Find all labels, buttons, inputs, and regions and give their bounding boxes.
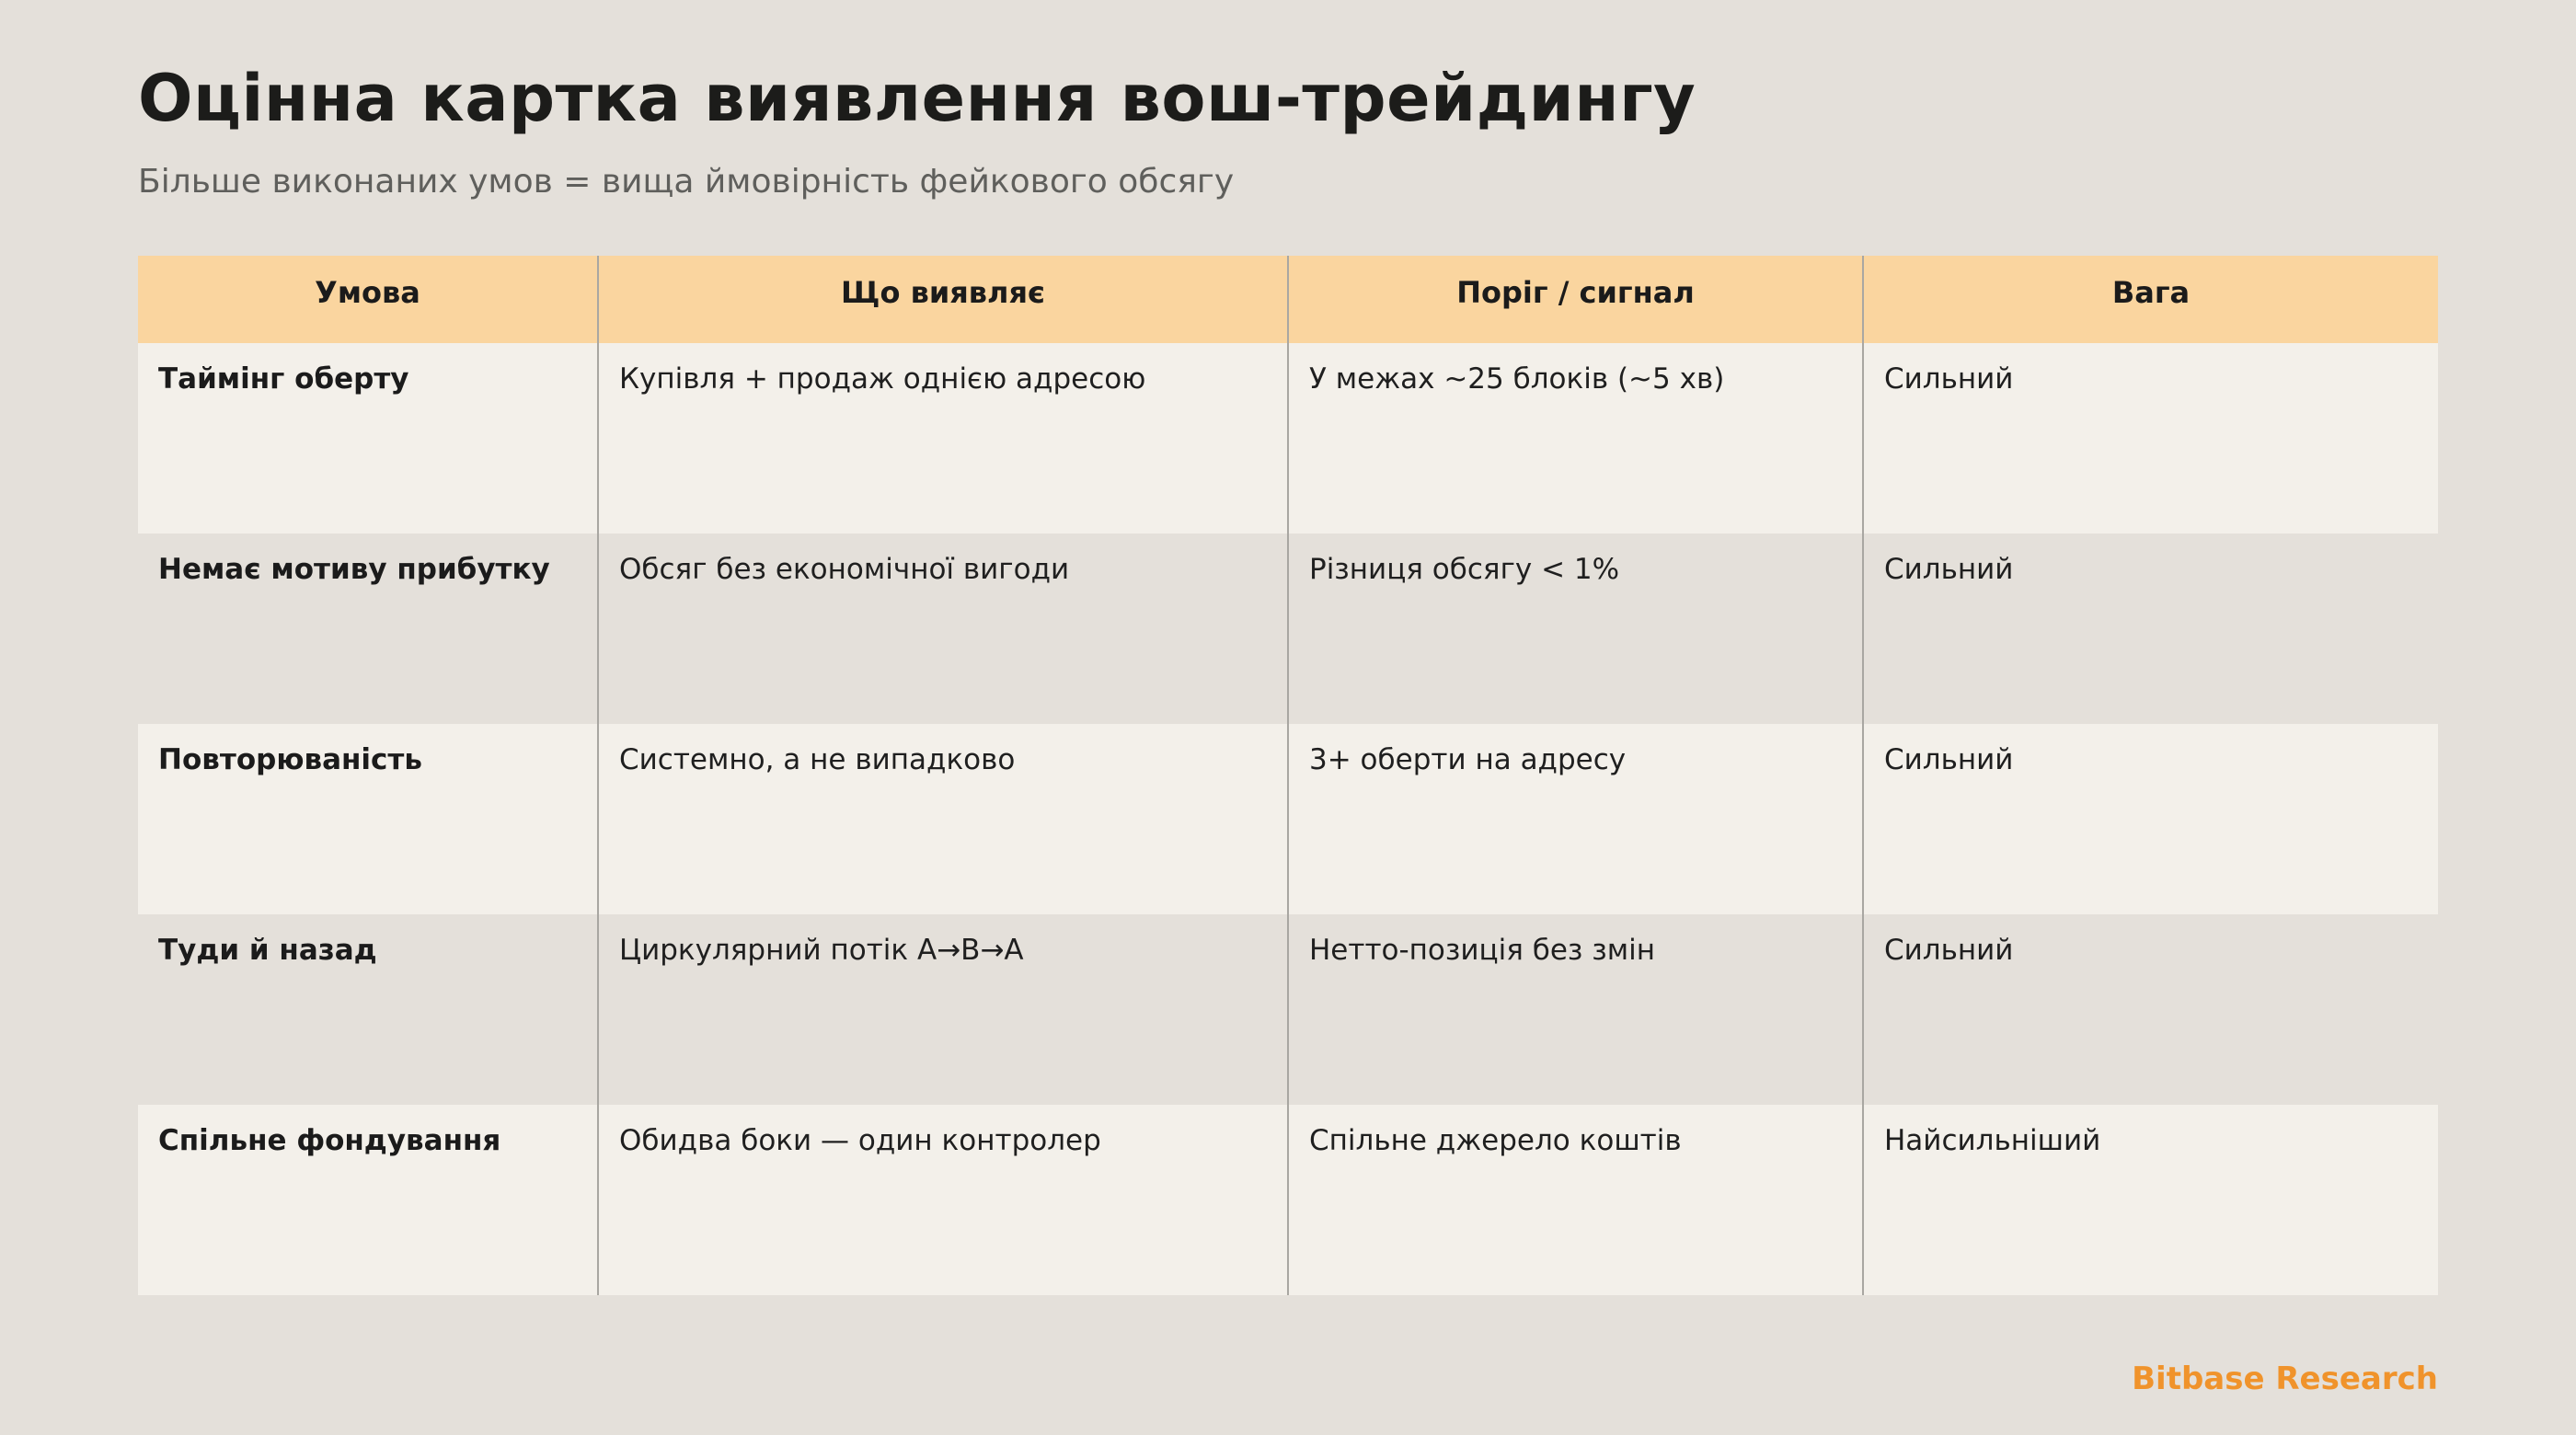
condition-cell: Спільне фондування	[138, 1105, 598, 1295]
table-row	[138, 534, 2438, 724]
detects-cell: Купівля + продаж однією адресою	[598, 343, 1288, 534]
threshold-cell: Різниця обсягу < 1%	[1288, 534, 1863, 724]
condition-cell: Туди й назад	[138, 914, 598, 1105]
table-row	[138, 343, 2438, 534]
threshold-cell: У межах ~25 блоків (~5 хв)	[1288, 343, 1863, 534]
page-subtitle: Більше виконаних умов = вища ймовірність фейкового обсягу	[138, 163, 1235, 201]
column-header-threshold: Поріг / сигнал	[1288, 256, 1863, 343]
column-header-detects: Що виявляє	[598, 256, 1288, 343]
detects-cell: Обидва боки — один контролер	[598, 1105, 1288, 1295]
detects-cell: Системно, а не випадково	[598, 724, 1288, 914]
threshold-cell: Спільне джерело коштів	[1288, 1105, 1863, 1295]
table-row	[138, 914, 2438, 1105]
condition-cell: Немає мотиву прибутку	[138, 534, 598, 724]
column-header-condition: Умова	[138, 256, 598, 343]
weight-cell: Сильний	[1863, 534, 2438, 724]
brand-logo-text: Bitbase Research	[2132, 1360, 2438, 1397]
weight-cell: Найсильніший	[1863, 1105, 2438, 1295]
column-header-weight: Вага	[1863, 256, 2438, 343]
table-body	[138, 343, 2438, 1295]
detects-cell: Обсяг без економічної вигоди	[598, 534, 1288, 724]
weight-cell: Сильний	[1863, 724, 2438, 914]
detects-cell: Циркулярний потік A→B→A	[598, 914, 1288, 1105]
condition-cell: Повторюваність	[138, 724, 598, 914]
page-title: Оцінна картка виявлення вош-трейдингу	[138, 61, 1696, 136]
condition-cell: Таймінг оберту	[138, 343, 598, 534]
threshold-cell: 3+ оберти на адресу	[1288, 724, 1863, 914]
table-header	[138, 256, 2438, 343]
scorecard-table	[138, 256, 2438, 1295]
table-row	[138, 724, 2438, 914]
threshold-cell: Нетто-позиція без змін	[1288, 914, 1863, 1105]
table-row	[138, 1105, 2438, 1295]
weight-cell: Сильний	[1863, 914, 2438, 1105]
weight-cell: Сильний	[1863, 343, 2438, 534]
header-row	[138, 256, 2438, 343]
